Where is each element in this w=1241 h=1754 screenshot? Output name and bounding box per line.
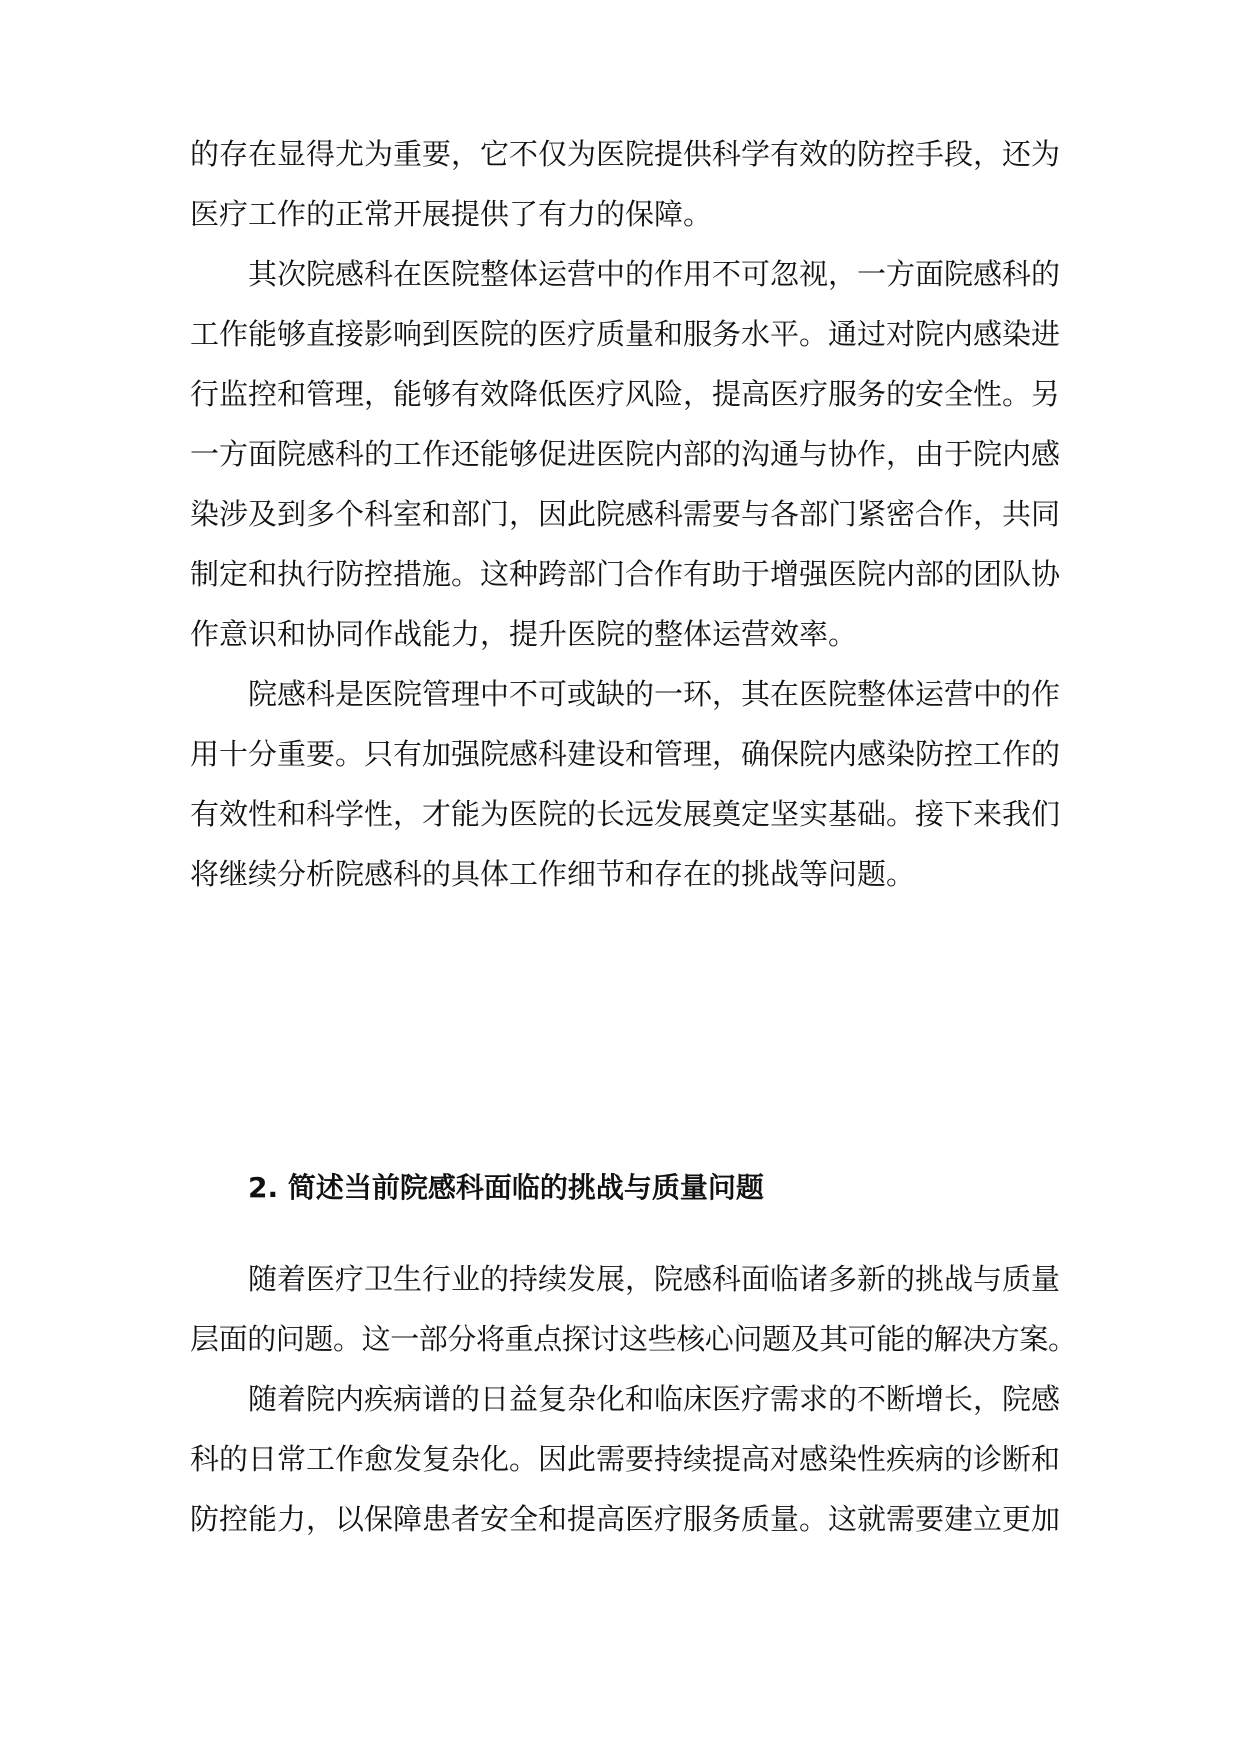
paragraph-line: 随着院内疾病谱的日益复杂化和临床医疗需求的不断增长，院感 (248, 1382, 1061, 1416)
paragraph-line: 工作能够直接影响到医院的医疗质量和服务水平。通过对院内感染进 (190, 317, 1061, 351)
paragraph-line: 用十分重要。只有加强院感科建设和管理，确保院内感染防控工作的 (190, 737, 1061, 771)
body-text-top (190, 124, 1060, 904)
paragraph-line: 作意识和协同作战能力，提升医院的整体运营效率。 (190, 617, 858, 651)
paragraph-line: 染涉及到多个科室和部门，因此院感科需要与各部门紧密合作，共同 (190, 497, 1061, 531)
paragraph-line: 医疗工作的正常开展提供了有力的保障。 (190, 197, 713, 231)
paragraph-line: 行监控和管理，能够有效降低医疗风险，提高医疗服务的安全性。另 (190, 377, 1061, 411)
paragraph-line: 科的日常工作愈发复杂化。因此需要持续提高对感染性疾病的诊断和 (190, 1442, 1061, 1476)
section-heading: 2. 简述当前院感科面临的挑战与质量问题 (248, 1171, 764, 1204)
body-text-bottom (190, 1249, 1077, 1549)
paragraph-line: 一方面院感科的工作还能够促进医院内部的沟通与协作，由于院内感 (190, 437, 1061, 471)
paragraph-line: 有效性和科学性，才能为医院的长远发展奠定坚实基础。接下来我们 (190, 797, 1061, 831)
paragraph-line: 随着医疗卫生行业的持续发展，院感科面临诸多新的挑战与质量 (248, 1262, 1061, 1296)
paragraph-line: 其次院感科在医院整体运营中的作用不可忽视，一方面院感科的 (248, 257, 1061, 291)
paragraph-line: 院感科是医院管理中不可或缺的一环，其在医院整体运营中的作 (248, 677, 1061, 711)
paragraph-line: 层面的问题。这一部分将重点探讨这些核心问题及其可能的解决方案。 (190, 1322, 1077, 1356)
paragraph-line: 防控能力，以保障患者安全和提高医疗服务质量。这就需要建立更加 (190, 1502, 1061, 1536)
paragraph-line: 将继续分析院感科的具体工作细节和存在的挑战等问题。 (190, 857, 916, 891)
paragraph-line: 的存在显得尤为重要，它不仅为医院提供科学有效的防控手段，还为 (190, 137, 1061, 171)
paragraph-line: 制定和执行防控措施。这种跨部门合作有助于增强医院内部的团队协 (190, 557, 1061, 591)
